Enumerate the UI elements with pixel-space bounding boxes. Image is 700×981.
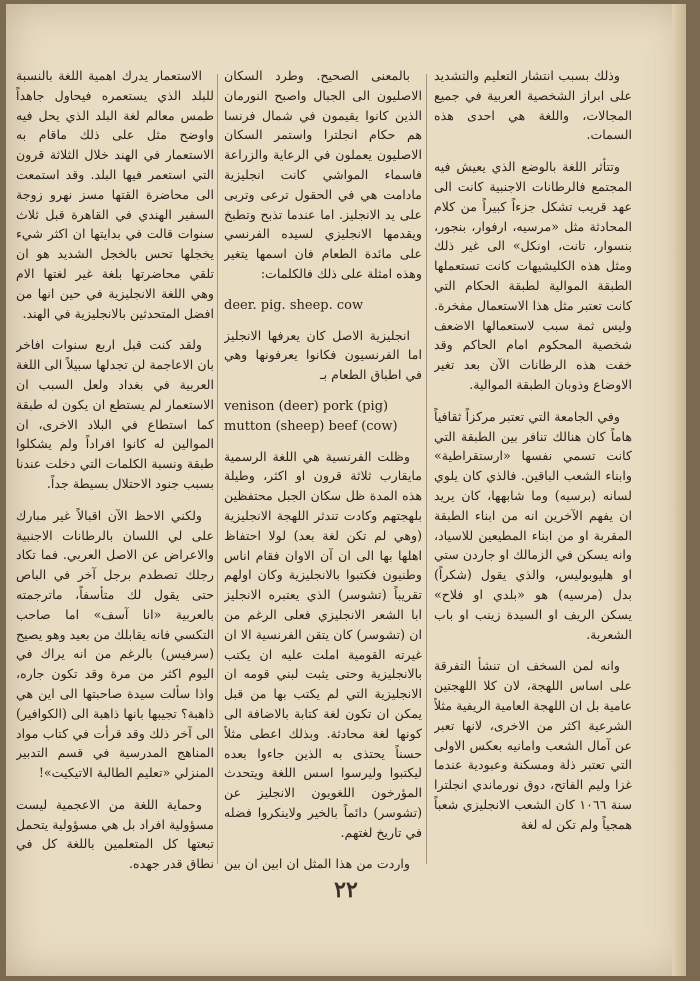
page-spine-shadow	[672, 4, 686, 976]
paragraph: وظلت الفرنسية هي اللغة الرسمية مايقارب ثلاثة قرون او اكثر، وطيلة هذه المدة ظل سكان الجبل محتفظين بلهجتهم وكادت تندثر اللهجة الانجليزية (وهي لم تكن لغة بعد) لولا احتفاظ اهلها بها الى ان آن الاوان فقام اناس وطنيون فكتبوا بالانجليزية وكان اولهم تقريباً (تشوسر) الذي يعتبره الانجليز ابا الشعر الانجليزي فعلى الرغم من ان (تشوسر) كان يتقن الفرنسية الا ان غيرته القومية املت عليه ان يكتب بالانجليزية وحتى يثبت لبني قومه ان الانجليزية التي لم يكتب بها من قبل يمكن ان تكون لغة كتابة بالاضافة الى كونها لغة محادثة. وبذلك اعطى مثلاً حسناً يحتذى به الذين جاءوا بعده ليكتبوا وليرسوا اسس اللغة ويتحدث المؤرخون اللغويون الانجليز عن (تشوسر) دائماً بالخير ولاينكروا فضله في تاريخ لغتهم.	[224, 448, 422, 840]
paragraph: وتتأثر اللغة بالوضع الذي يعيش فيه المجتمع فالرطانات الاجنبية كانت الى عهد قريب تشكل جزءاً كبيراً من كلام المحادثة مثل «مرسيه، ارفوار، بنجور، بنسوار، تانت، اونكل» الى غير ذلك ومثل هذه الكليشيهات كانت تستعملها الطبقة الموالية لطبقة الحكام التي كانت تعتبر مثل هذا الاستعمال مفخرة. وليس ثمة سبب لاستعمالها الاضعف شخصية المحكوم امام الحاكم وقد خفت هذه الرطانات الآن بعد تغير الاوضاع وذوبان الطبقة الموالية.	[434, 159, 632, 392]
paragraph: الاستعمار يدرك اهمية اللغة بالنسبة للبلد الذي يستعمره فيحاول جاهداً طمس معالم لغة البلد الذي يحل فيه واوضح مثل على ذلك ماقام به الاستعمار في الهند خلال الثلاثة قرون التي استعمر فيها البلد. وقد استمعت الى محاضرة القتها مسز نهرو زوجة السفير الهندي في القاهرة قبل ثلاث سنوات قالت في بدايتها ان اكثر شيء يخجلها تحس بالخجل الشديد هو ان تلقي محاضرتها بلغة غير لغتها الام وهي اللغة الانجليزية في حين انها من افضل المتحدثين بالانجليزية في الهند.	[16, 68, 214, 321]
paragraph: ولكني الاحظ الآن اقبالاً غير مبارك على لي اللسان بالرطانات الاجنبية والاعراض عن الاصل العربي. فما تكاد رجلك تصطدم برجل آخر في الباص حتى يقول لك متأسفاً، ماترجمته بالعربية «انا آسف» اما صاحب التكسي فانه يقابلك من بعيد وهو يصيح (سرفيس) بالرغم من انه يراك في اليوم اكثر من مرة وقد تكون جاره، واذا سألت سيدة صاحبتها الى اين هي ذاهبة؟ تجيبها بانها ذاهبة الى (الكوافير) الى آخر ذلك وقد قرأت في كتاب مواد المناهج المدرسية في قسم التدبير المنزلي «تعليم الطالبة الاتيكيت»!	[16, 507, 214, 781]
paragraph: بالمعنى الصحيح. وطرد السكان الاصليون الى الجبال واصبح النورمان الذين كانوا يقيمون في شمال فرنسا هم حكام انجلترا واستمر السكان الاصليون يعملون في الرعاية والزراعة فاسماء المواشي كانت انجليزية مادامت هي في الحقول ترعى وتربى على يد الانجليز. اما عندما تذبح وتطبخ ويقدمها الانجليزي لسيده الفرنسي على مائدة الطعام فان اسمها يتغير وهذه امثلة على ذلك فالكلمات:	[224, 68, 422, 281]
paragraph: انجليزية الاصل كان يعرفها الانجليز اما الفرنسيون فكانوا يعرفونها وهي في اطباق الطعام بـ	[224, 327, 422, 383]
column-divider	[217, 74, 218, 864]
text-column-left	[16, 66, 214, 874]
paragraph: وانه لمن السخف ان تنشأ التفرقة على اساس اللهجة، لان كلا اللهجتين عامية بل ان اللهجة العامية الريفية مثلاً الشرعية اكثر من الاخرى، لانها تعبر عن آمال الشعب وامانيه بعكس الاولى التي تعتبر ذلة ومسكنة وعبودية عندما غزا وليم الفاتح، دوق نورماندي انجلترا سنة ١٠٦٦ كان الشعب الانجليزي شعباً همجياً ولم تكن له لغة	[434, 658, 632, 832]
english-words-line: deer. pig. sheep. cow	[224, 297, 364, 313]
paragraph: وذلك بسبب انتشار التعليم والتشديد على ابراز الشخصية العربية في جميع المجالات، واللغة هي احدى هذه السمات.	[434, 68, 632, 143]
magazine-page	[6, 4, 686, 976]
column-divider	[426, 74, 427, 864]
text-column-right	[434, 66, 632, 874]
text-column-middle	[224, 66, 422, 874]
paragraph: واردت من هذا المثل ان ابين ان بين	[224, 856, 410, 872]
english-food-words: venison (deer) pork (pig) mutton (sheep) beef (cow)	[224, 398, 398, 434]
paragraph: وفي الجامعة التي تعتبر مركزاً ثقافياً هاماً كان هنالك تنافر بين الطبقة التي كانت تسمي نفسها «ارستقراطية» وابناء الشعب الباقين. فالذي كان يلوي لسانه (برسيه) وما شابهها، كان يريد ان يفهم الآخرين انه من ابناء الطبقة المقربة او من ابناء المطيعين للاسياد، وانه يسكن في الزمالك او جاردن ستي او هليوبوليس، والذي يقول (شكراً) بدل (مرسيه) هو «بلدي او فلاح» يسكن الريف او السيدة زينب او باب الشعرية.	[434, 408, 632, 642]
paragraph: ولقد كنت قبل اربع سنوات افاخر بان الاعاجمة لن تجدلها سبيلاً الى اللغة العربية في بغداد ولعل السبب ان الاستعمار لم يستطع ان يكون له طبقة كما استطاع في البلاد الاخرى، ان الموالين له كانوا افراداً ولم يشكلوا طبقة ونسبة الكلمات التي دخلت عندنا بسبب جنود الاحتلال بسيطة جداً.	[16, 337, 214, 491]
page-number: ٢٢	[334, 877, 358, 903]
paragraph: وحماية اللغة من الاعجمية ليست مسؤولية افراد بل هي مسؤولية يتحمل تبعتها كل المتعلمين باللغة كل في نطاق قدر جهده.	[16, 796, 214, 872]
